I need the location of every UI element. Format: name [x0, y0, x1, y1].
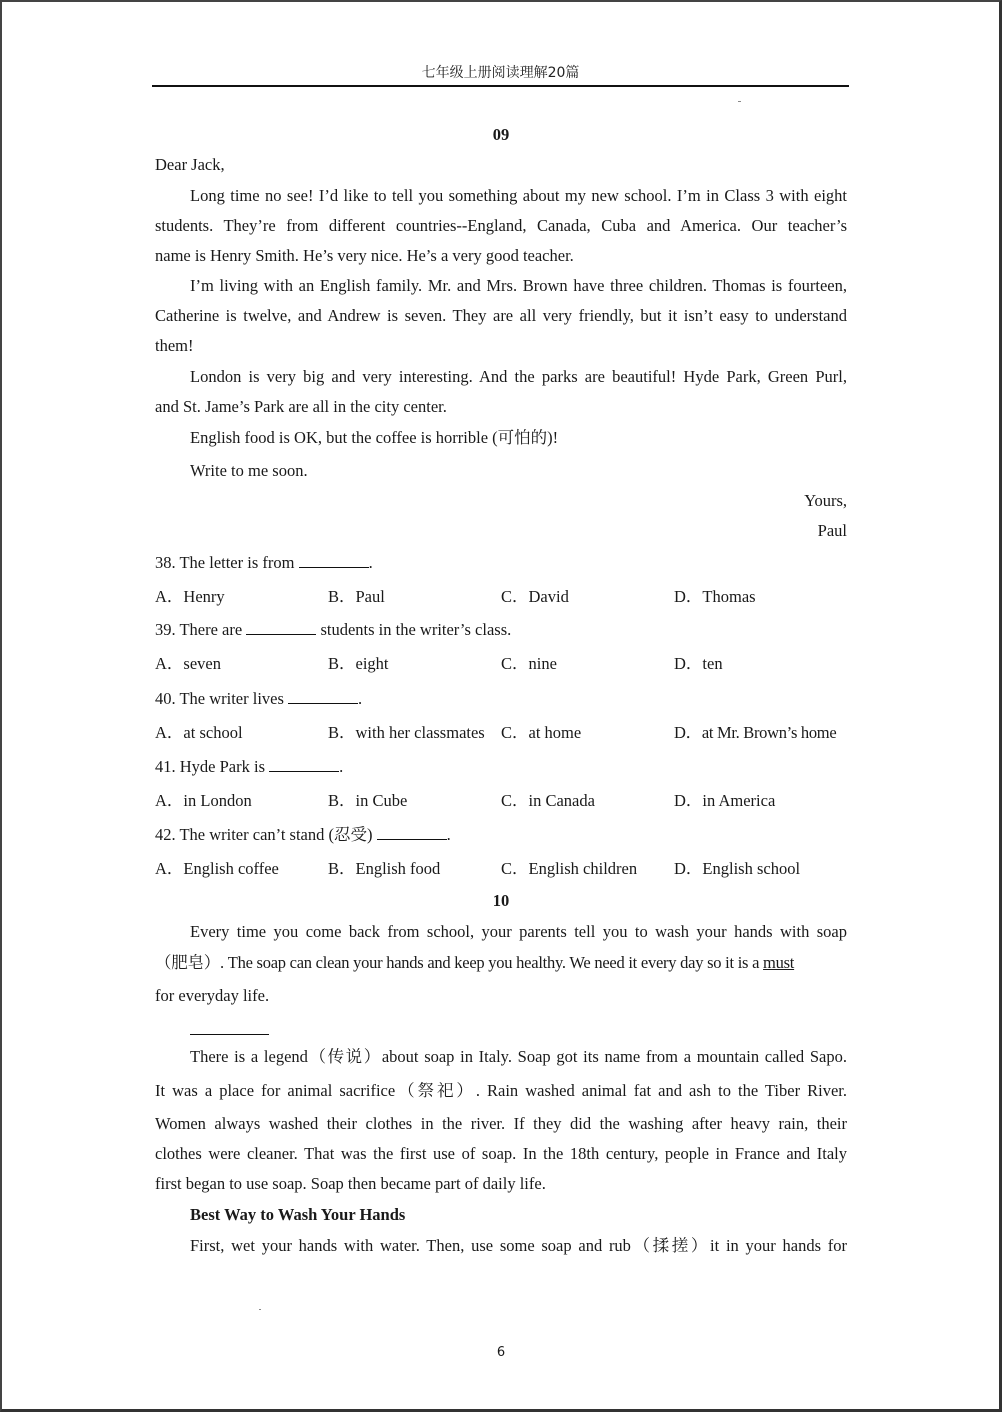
option-a: A．English coffee: [155, 859, 279, 878]
answer-blank: [288, 689, 358, 704]
question-41: [155, 752, 847, 782]
section-number-10: 10: [492, 891, 510, 910]
option-c: C．David: [501, 587, 569, 606]
letter-greeting: Dear Jack,: [155, 155, 225, 174]
paragraph-line: first began to use soap. Soap then became part of daily life.: [155, 1174, 546, 1193]
header-rule: [152, 85, 849, 87]
paragraph-line: It was a place for animal sacrifice（祭祀）. Rain washed animal fat and ash to the Tiber River.: [155, 1081, 847, 1100]
option-c: C．at home: [501, 723, 582, 742]
paragraph-line: Write to me soon.: [190, 461, 308, 480]
option-c: C．in Canada: [501, 791, 595, 810]
option-b: B．eight: [328, 654, 389, 673]
answer-blank: [246, 620, 316, 635]
option-c: C．nine: [501, 654, 557, 673]
option-a: A．in London: [155, 791, 252, 810]
letter-closing: Yours,: [804, 491, 847, 510]
question-stem-end: .: [368, 553, 373, 572]
option-c: C．English children: [501, 859, 638, 878]
paragraph-line: and St. Jame’s Park are all in the city center.: [155, 397, 447, 416]
question-stem: 38. The letter is from: [155, 553, 299, 572]
page-header-title: 七年级上册阅读理解20篇: [421, 65, 580, 81]
question-40: [155, 684, 847, 714]
option-d: D．at Mr. Brown’s home: [674, 723, 837, 742]
paragraph-line: There is a legend（传说）about soap in Italy. Soap got its name from a mountain called Sapo.: [190, 1047, 847, 1066]
option-d: D．ten: [674, 654, 723, 673]
answer-blank: [377, 825, 447, 840]
option-b: B．English food: [328, 859, 441, 878]
paragraph-line: Catherine is twelve, and Andrew is seven. They are all very friendly, but it isn’t easy to understand: [155, 306, 847, 325]
option-d: D．in America: [674, 791, 776, 810]
question-stem: 39. There are: [155, 620, 247, 639]
paragraph-line: I’m living with an English family. Mr. and Mrs. Brown have three children. Thomas is fourteen,: [190, 276, 847, 295]
question-39: [155, 615, 847, 645]
paragraph-line: Women always washed their clothes in the river. If they did the washing after heavy rain, their: [155, 1114, 847, 1133]
paragraph-line: English food is OK, but the coffee is horrible (可怕的)!: [190, 428, 559, 447]
speck: [259, 1309, 261, 1310]
option-a: A．Henry: [155, 587, 225, 606]
question-42: [155, 820, 847, 850]
paragraph-line: Every time you come back from school, your parents tell you to wash your hands with soap: [190, 922, 847, 941]
question-stem: 40. The writer lives: [155, 689, 289, 708]
question-stem-end: students in the writer’s class.: [316, 620, 512, 639]
speck: [738, 101, 741, 102]
paragraph-line: for everyday life.: [155, 986, 270, 1005]
page-number: 6: [496, 1345, 506, 1360]
answer-blank: [299, 553, 369, 568]
question-stem: 41. Hyde Park is: [155, 757, 270, 776]
paragraph-line: name is Henry Smith. He’s very nice. He’s a very good teacher.: [155, 246, 574, 265]
option-b: B．Paul: [328, 587, 385, 606]
option-a: A．seven: [155, 654, 221, 673]
answer-blank: [269, 757, 339, 772]
paragraph-line: clothes were cleaner. That was the first use of soap. In the 18th century, people in France and Italy: [155, 1144, 847, 1163]
subheading: Best Way to Wash Your Hands: [190, 1205, 406, 1224]
option-a: A．at school: [155, 723, 243, 742]
underlined-word: must: [763, 953, 795, 972]
question-stem-end: .: [339, 757, 344, 776]
paragraph-line: First, wet your hands with water. Then, use some soap and rub（揉搓）it in your hands for: [190, 1236, 847, 1255]
paragraph-text: （肥皂）. The soap can clean your hands and keep you healthy. We need it every day so it is a: [155, 953, 764, 972]
option-b: B．in Cube: [328, 791, 408, 810]
paragraph-line: students. They’re from different countries--England, Canada, Cuba and America. Our teacher’s: [155, 216, 847, 235]
paragraph-line: Long time no see! I’d like to tell you something about my new school. I’m in Class 3 with eight: [190, 186, 847, 205]
question-38: [155, 548, 847, 578]
question-stem-end: .: [358, 689, 363, 708]
option-d: D．Thomas: [674, 587, 756, 606]
letter-signature: Paul: [817, 521, 847, 540]
paragraph-line: [155, 948, 847, 978]
option-d: D．English school: [674, 859, 801, 878]
section-number-09: 09: [492, 125, 510, 144]
question-stem: 42. The writer can’t stand (忍受): [155, 825, 377, 844]
blank-line: [190, 1034, 269, 1035]
question-stem-end: .: [446, 825, 451, 844]
paragraph-line: them!: [155, 336, 194, 355]
paragraph-line: London is very big and very interesting. And the parks are beautiful! Hyde Park, Green Purl,: [190, 367, 847, 386]
option-b: B．with her classmates: [328, 723, 485, 742]
